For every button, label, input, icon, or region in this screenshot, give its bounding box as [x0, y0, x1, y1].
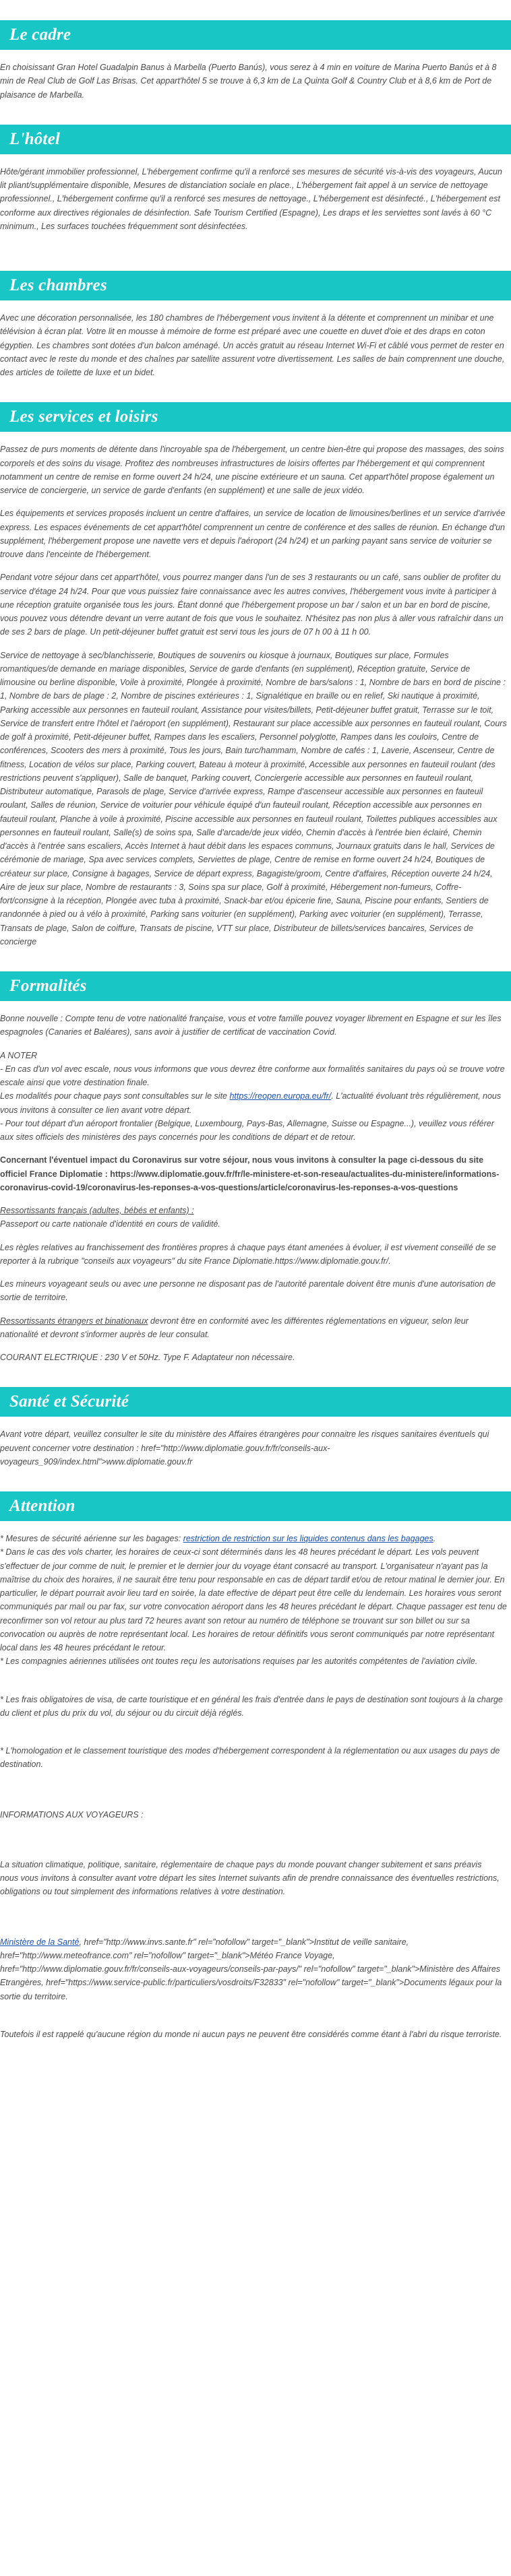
section-body-hotel — [0, 165, 507, 233]
ressortissants-text: Passeport ou carte nationale d'identité en cours de validité. — [0, 1219, 220, 1229]
section-title: Les services et loisirs — [9, 408, 158, 426]
nota-block — [0, 1049, 507, 1145]
paragraph: Toutefois il est rappelé qu'aucune région du monde ni aucun pays ne peuvent être considérés comme étant à l'abri du risque terroriste. — [0, 2029, 502, 2039]
bagages-text: * Mesures de sécurité aérienne sur les bagages: — [0, 1534, 183, 1543]
paragraph: Hôte/gérant immobilier professionnel, L'hébergement confirme qu'il a renforcé ses mesures de sécurité vis-à-vis des voyageurs, Aucun lit pliant/supplémentaire disponible, Mesures de distanciation sociale en place., L'hébergement fait appel à un service de nettoyage professionnel., L'hébergement confirme qu'il a renforcé ses mesures de nettoyage., L'hébergement est désinfecté., L'hébergement est conforme aux directives régionales de désinfection. Safe Tourism Certified (Espagne), Les draps et les serviettes sont lavés à 60 °C minimum., Les surfaces touchées fréquemment sont désinfectées. — [0, 166, 502, 231]
amenities-list: Service de nettoyage à sec/blanchisserie, Boutiques de souvenirs ou kiosque à journaux, Boutiques sur place, Formules romantiques/de demande en mariage disponibles, Service de garde d'enfants (en supplément), Réception gratuite, Service de limousine ou berline disponible, Voile à proximité, Plongée à proximité, Nombre de bars/salons : 1, Nombre de bars en bord de piscine : 1, Nombre de bars de plage : 2, Nombre de piscines extérieures : 1, Signalétique en braille ou en relief, Ski nautique à proximité, Parking accessible aux personnes en fauteuil roulant, Assistance pour visites/billets, Petit-déjeuner buffet gratuit, Terrasse sur le toit, Service de transfert entre l'hôtel et l'aéroport (en supplément), Restaurant sur place accessible aux personnes en fauteuil roulant, Cours de golf à proximité, Petit-déjeuner buffet, Rampes dans les escaliers, Personnel polyglotte, Rampes dans les couloirs, Centre de conférences, Scooters des mers à proximité, Tous les jours, Bain turc/hammam, Nombre de cafés : 1, Laverie, Ascenseur, Centre de fitness, Location de vélos sur place, Parking couvert, Bateau à moteur à proximité, Accessible aux personnes en fauteuil roulant (des restrictions peuvent s'appliquer), Salle de banquet, Parking couvert, Conciergerie accessible aux personnes en fauteuil roulant, Distributeur automatique, Parasols de plage, Service d'arrivée express, Rampe d'ascenseur accessible aux personnes en fauteuil roulant, Salles de réunion, Service de voiturier pour véhicule équipé d'un fauteuil roulant, Réception accessible aux personnes en fauteuil roulant, Planche à voile à proximité, Piscine accessible aux personnes en fauteuil roulant, Toilettes publiques accessibles aux personnes en fauteuil roulant, Salle(s) de soins spa, Salle d'arcade/de jeux vidéo, Chemin d'accès à l'entrée bien éclairé, Chemin d'accès à l'entrée sans escaliers, Accès Internet à haut débit dans les espaces communs, Journaux gratuits dans le hall, Services de cérémonie de mariage, Spa avec services complets, Serviettes de plage, Centre de remise en forme ouvert 24 h/24, Boutiques de créateur sur place, Consigne à bagages, Service de départ express, Bagagiste/groom, Centre d'affaires, Réception ouverte 24 h/24, Aire de jeux sur place, Nombre de restaurants : 3, Soins spa sur place, Golf à proximité, Hébergement non-fumeurs, Coffre-fort/consigne à la réception, Plongée avec tuba à proximité, Snack-bar et/ou épicerie fine, Sauna, Piscine pour enfants, Sentiers de randonnée à pied ou à vélo à proximité, Parking sans voiturier (en supplément), Parking avec voiturier (en supplément), Terrasse, Transats de plage, Salon de coiffure, Transats de piscine, VTT sur place, Distributeur de billets/services bancaires, Services de concierge — [0, 650, 507, 946]
paragraph: Passez de purs moments de détente dans l'incroyable spa de l'hébergement, un centre bien-être qui propose des massages, des soins corporels et des soins du visage. Profitez des nombreuses infrastructures de loisirs offertes par l'hébergement et qui comprennent notamment un centre de remise en forme ouvert 24 h/24, une piscine extérieure et un sauna. Cet appart'hôtel propose également un service de conciergerie, un service de garde d'enfants (en supplément) et une salle de jeux vidéo. — [0, 445, 504, 495]
paragraph: Les règles relatives au franchissement des frontières propres à chaque pays étant amenées à évoluer, il est vivement conseillé de se reporter à la rubrique "conseils aux voyageurs" du site France Diplomatie.https://www.diplomatie.gouv.fr/. — [0, 1242, 496, 1266]
ministere-text: , href="http://www.invs.sante.fr" rel="nofollow" target="_blank">Institut de veille sanitaire, href="http://www.meteofrance.com" rel="nofollow" target="_blank">Météo France Voyage, href="http://www.diplomatie.gouv.fr/fr/conseils-aux-voyageurs/conseils-par-pays/" rel="nofollow" target="_blank">Ministère des Affaires Etrangères, href="https://www.service-public.fr/particuliers/vosdroits/F32833" rel="nofollow" target="_blank">Documents légaux pour la sortie du territoire. — [0, 1937, 502, 2001]
section-body-cadre — [0, 61, 507, 102]
paragraph: Pendant votre séjour dans cet appart'hôtel, vous pourrez manger dans l'un de ses 3 restaurants ou un café, sans oublier de profiter du service d'étage 24 h/24. Pour que vous puissiez faire connaissance avec les autres convives, l'hébergement vous invite à participer à une réception gratuite organisée tous les jours. Étant donné que l'hébergement propose un bar / salon et un bar en bord de piscine, vous pouvez vous détendre devant un verre autant de fois que vous le souhaitez. N'hésitez pas non plus à aller vous rafraîchir dans un de ses 2 bars de plage. Un petit-déjeuner buffet gratuit est servi tous les jours de 07 h 00 à 11 h 00. — [0, 573, 504, 637]
ministere-sante-link[interactable]: Ministère de la Santé — [0, 1937, 80, 1947]
section-header-services — [0, 402, 511, 432]
paragraph: Bonne nouvelle : Compte tenu de votre nationalité française, vous et votre famille pouvez voyager librement en Espagne et sur les îles espagnoles (Canaries et Baléares), sans avoir à justifier de certificat de vaccination Covid. — [0, 1014, 502, 1037]
info-title: INFORMATIONS AUX VOYAGEURS : — [0, 1809, 144, 1820]
nota-line: . L'actualité évoluant très régulièrement, nous vous invitons à consulter ce lien avant votre départ. — [0, 1091, 502, 1115]
paragraph: * L'homologation et le classement touristique des modes d'hébergement correspondent à la réglementation ou aux usages du pays de destination. — [0, 1746, 500, 1770]
courant-electrique: COURANT ELECTRIQUE : 230 V et 50Hz. Type F. Adaptateur non nécessaire. — [0, 1353, 295, 1362]
bagages-line — [0, 1532, 507, 1545]
paragraph: En choisissant Gran Hotel Guadalpin Banus à Marbella (Puerto Banús), vous serez à 4 min en voiture de Marina Puerto Banús et à 8 min de Real Club de Golf Las Brisas. Cet appart'hôtel 5 se trouve à 6,3 km de La Quinta Golf & Country Club et à 8,6 km de Port de plaisance de Marbella. — [0, 63, 497, 100]
covid-notice: Concernant l'éventuel impact du Coronavirus sur votre séjour, nous vous invitons à consulter la page ci-dessous du site officiel France Diplomatie : https://www.diplomatie.gouv.fr/fr/le-ministere-et-son-reseau/actualites-du-ministere/informations-coronavirus-covid-19/coronavirus-les-reponses-a-vos-questions/article/coronavirus-les-reponses-a-vos-questions — [0, 1155, 500, 1192]
section-body-attention — [0, 1532, 507, 2041]
section-title: Attention — [9, 1496, 76, 1515]
paragraph: Avant votre départ, veuillez consulter le site du ministère des Affaires étrangères pour connaitre les risques sanitaires éventuels qui peuvent concerner votre destination : href="http://www.diplomatie.gouv.fr/fr/conseils-aux-voyageurs_909/index.html">www.diplomatie.gouv.fr — [0, 1429, 489, 1467]
section-sante — [0, 1387, 511, 1469]
etrangers-title: Ressortissants étrangers et binationaux — [0, 1316, 148, 1326]
bagages-end: . — [433, 1534, 436, 1543]
section-body-sante — [0, 1427, 507, 1469]
paragraph: La situation climatique, politique, sanitaire, réglementaire de chaque pays du monde pouvant changer subitement et sans préavis — [0, 1859, 482, 1869]
ressortissants-block — [0, 1204, 507, 1231]
section-attention — [0, 1491, 511, 2041]
section-body-chambres — [0, 311, 507, 379]
nota-title: A NOTER — [0, 1050, 38, 1060]
paragraph: Avec une décoration personnalisée, les 180 chambres de l'hébergement vous invitent à la détente et comprennent un minibar et une télévision à écran plat. Votre lit en mousse à mémoire de forme est préparé avec une couette en duvet d'oie et des draps en coton égyptien. Les chambres sont dotées d'un balcon aménagé. Un accès gratuit au réseau Internet Wi-Fi et câblé vous permet de rester en contact avec le reste du monde et des chaînes par satellite assurent votre divertissement. Les salles de bain comprennent une douche, des articles de toilette de luxe et un bidet. — [0, 313, 505, 377]
ministere-block — [0, 1935, 507, 2003]
section-header-chambres — [0, 271, 511, 300]
section-cadre — [0, 20, 511, 102]
section-body-services — [0, 443, 507, 948]
section-header-formalites — [0, 971, 511, 1001]
paragraph: Les mineurs voyageant seuls ou avec une personne ne disposant pas de l'autorité parentale doivent être munis d'une autorisation de sortie de territoire. — [0, 1279, 496, 1303]
ressortissants-title: Ressortissants français (adultes, bébés et enfants) : — [0, 1206, 194, 1215]
paragraph: * Dans le cas des vols charter, les horaires de ceux-ci sont déterminés dans les 48 heures précédant le départ. Les vols peuvent s'effectuer de jour comme de nuit, le premier et le dernier jour du voyage étant consacré au transport. L'organisateur n'ayant pas la maîtrise du choix des horaires, il ne saurait être tenu pour responsable en cas de départ tardif et/ou de retour matinal le dernier jour. En particulier, le départ pourrait avoir lieu tard en soirée, la date effective de départ peut être celle du lendemain. Les horaires vous seront communiqués par mail ou par fax, sur votre convocation aéroport dans les 48 heures précédant le départ. Chaque passager est tenu de reconfirmer son vol retour au plus tard 72 heures avant son retour au numéro de téléphone se trouvant sur son billet ou sur sa convocation ou auprès de notre représentant local. Les horaires de retour définitifs vous seront communiqués par notre représentant local dans les 48 heures précédant le retour. — [0, 1547, 507, 1652]
section-hotel — [0, 125, 511, 233]
section-services — [0, 402, 511, 948]
nota-line: - Pour tout départ d'un aéroport frontalier (Belgique, Luxembourg, Pays-Bas, Allemagne, Suisse ou Espagne...), veuillez vous référer aux sites officiels des ministères des pays concernés pour les conditions de départ et de retour. — [0, 1118, 494, 1142]
paragraph: * Les frais obligatoires de visa, de carte touristique et en général les frais d'entrée dans le pays de destination sont toujours à la charge du client et plus du prix du vol, du séjour ou du circuit déjà réglés. — [0, 1694, 503, 1718]
section-header-cadre — [0, 20, 511, 50]
section-title: Le cadre — [9, 25, 71, 44]
section-formalites — [0, 971, 511, 1364]
section-header-hotel — [0, 125, 511, 154]
nota-line: Les modalités pour chaque pays sont consultables sur le site — [0, 1091, 230, 1101]
etrangers-text: devront être en conformité avec les différentes réglementations en vigueur, selon leur nationalité et devront s'informer auprès de leur consulat. — [0, 1316, 469, 1339]
section-title: Formalités — [9, 976, 87, 995]
section-header-sante — [0, 1387, 511, 1417]
section-title: Santé et Sécurité — [9, 1392, 129, 1411]
etrangers-block — [0, 1314, 507, 1342]
section-chambres — [0, 271, 511, 379]
nota-line: - En cas d'un vol avec escale, nous vous informons que vous devrez être conforme aux formalités sanitaires du pays où se trouve votre escale ainsi que votre destination finale. — [0, 1064, 505, 1087]
paragraph: * Les compagnies aériennes utilisées ont toutes reçu les autorisations requises par les autorités compétentes de l'aviation civile. — [0, 1656, 478, 1667]
section-title: L'hôtel — [9, 129, 61, 148]
section-header-attention — [0, 1491, 511, 1521]
liquides-link[interactable]: restriction de restriction sur les liquides contenus dans les bagages — [183, 1534, 433, 1543]
paragraph: Les équipements et services proposés incluent un centre d'affaires, un service de location de limousines/berlines et un service d'arrivée express. Les espaces événements de cet appart'hôtel comprennent un centre de conférence et des salles de réunion. En échange d'un supplément, l'hébergement propose une navette vers et depuis l'aéroport (24 h/24) et un parking payant sans service de voiturier se trouve dans l'enceinte de l'hébergement. — [0, 509, 506, 559]
paragraph: nous vous invitons à consulter avant votre départ les sites Internet suivants afin de prendre connaissance des éventuelles restrictions, obligations ou tout simplement des informations relatives à votre destination. — [0, 1873, 500, 1897]
reopen-europa-link[interactable]: https://reopen.europa.eu/fr/ — [229, 1091, 332, 1101]
section-title: Les chambres — [9, 276, 107, 294]
section-body-formalites — [0, 1012, 507, 1364]
